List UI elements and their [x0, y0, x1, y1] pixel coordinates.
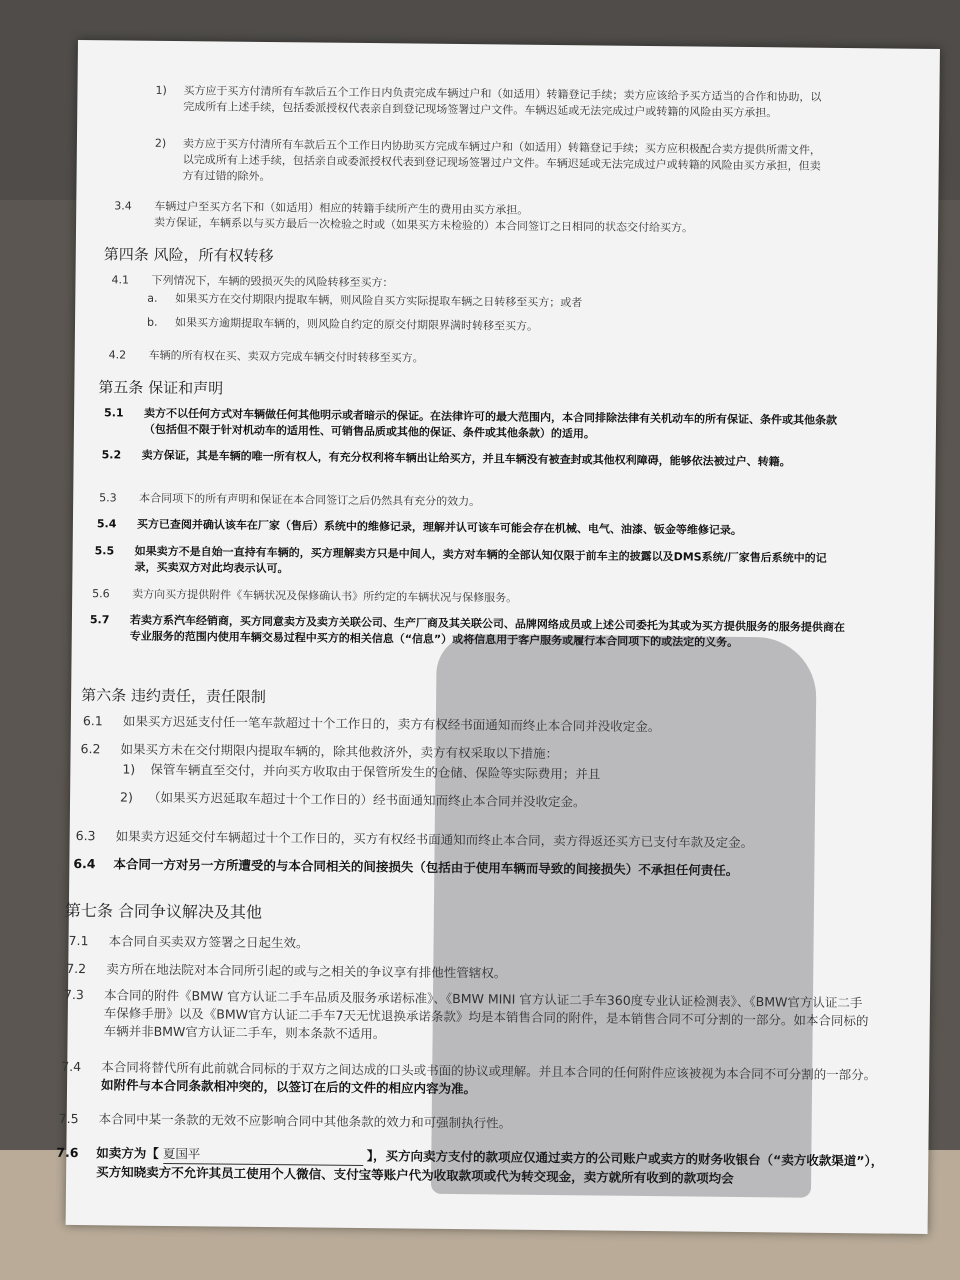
clause-4-1-b [147, 315, 787, 338]
clause-text [101, 1058, 881, 1102]
clause-number: 7.4 [61, 1058, 82, 1075]
clause-text: 本合同项下的所有声明和保证在本合同签订之后仍然具有充分的效力。 [139, 491, 481, 509]
clause-text: 本合同中某一条款的无效不应影响合同中其他条款的效力和可强制执行性。 [98, 1111, 512, 1131]
clause-text: 本合同自买卖双方签署之日起生效。 [108, 933, 309, 951]
clause-text: 车辆的所有权在买、卖双方完成车辆交付时转移至买方。 [148, 348, 424, 365]
item-text: （如果买方迟延取车超过十个工作日的）经书面通知而终止本合同并没收定金。 [147, 789, 586, 810]
clause-6-4 [73, 855, 863, 881]
clause-3-3-item-1 [155, 83, 825, 122]
clause-text: 下列情况下，车辆的毁损灭失的风险转移至买方： [151, 273, 394, 290]
clause-text: 如果卖方不是自始一直持有车辆的，买方理解卖方只是中间人，卖方对车辆的全部认知仅限于前车主的披露以及DMS系统/厂家售后系统中的记录，买卖双方对此均表示认可。 [134, 544, 827, 576]
clause-number: 6.2 [80, 741, 101, 757]
clause-number: 5.7 [89, 613, 110, 627]
item-number: 1) [155, 83, 167, 97]
article-6-heading: 第六条 违约责任，责任限制 [81, 686, 267, 707]
item-text: 买方应于买方付清所有车款后五个工作日内负责完成车辆过户和（如适用）转籍登记手续；卖方应该给予买方适当的合作和协助，以完成所有上述手续，包括委派授权代表亲自到登记现场签署过户文件。车辆迟延或无法完成过户或转籍的风险由买方承担。 [183, 84, 822, 120]
clause-6-3 [76, 827, 856, 853]
item-number: 1) [122, 761, 136, 777]
clause-7-1 [68, 932, 858, 958]
clause-number: 6.1 [82, 713, 103, 729]
article-4-heading: 第四条 风险，所有权转移 [103, 245, 274, 266]
clause-number: 7.2 [66, 960, 87, 977]
clause-number: 5.3 [99, 491, 117, 505]
clause-line: 卖方保证，车辆系以与买方最后一次检验之时或（如果买方未检验的）本合同签订之日相同的状态交付给买方。 [154, 215, 694, 235]
clause-text: 卖方所在地法院对本合同所引起的或与之相关的争议享有排他性管辖权。 [106, 961, 507, 981]
clause-5-6 [92, 586, 832, 610]
clause-text: 买方已查阅并确认该车在厂家（售后）系统中的维修记录，理解并认可该车可能会存在机械、电气、油漆、钣金等维修记录。 [136, 517, 742, 537]
clause-prefix: 如卖方为【 [96, 1145, 159, 1161]
clause-text: 卖方保证，其是车辆的唯一所有权人，有充分权利将车辆出让给买方，并且车辆没有被查封或其他权利障碍，能够依法被过户、转籍。 [141, 448, 791, 469]
clause-3-4 [114, 198, 834, 238]
clause-number: 5.4 [96, 517, 117, 531]
clause-text-bold: 如附件与本合同条款相冲突的，以签订在后的文件的相应内容为准。 [100, 1077, 477, 1097]
clause-number: 3.4 [114, 199, 132, 213]
clause-number: 7.3 [63, 986, 84, 1003]
clause-text: 若卖方系汽车经销商，买方同意卖方及卖方关联公司、生产厂商及其关联公司、品牌网络成员或上述公司委托为其或为买方提供服务的服务提供商在专业服务的范围内使用车辆交易过程中买方的相关信息（“信息”）或将信息用于客户服务或履行本合同项下的或法定的义务。 [129, 613, 845, 649]
item-number: 2) [154, 136, 167, 150]
clause-number: 6.3 [75, 828, 96, 844]
clause-5-1 [104, 405, 849, 445]
clause-6-2-item-2 [120, 788, 820, 813]
clause-number: 5.6 [92, 587, 110, 601]
clause-number: 5.5 [94, 544, 115, 558]
item-number: b. [146, 315, 158, 329]
clause-line: 车辆过户至买方名下和（如适用）相应的转籍手续所产生的费用由买方承担。 [154, 199, 529, 217]
clause-4-2 [109, 347, 829, 371]
clause-number: 5.1 [104, 406, 124, 420]
clause-7-6 [56, 1144, 886, 1190]
clause-text: 如果卖方迟延交付车辆超过十个工作日的，买方有权经书面通知而终止本合同，卖方得返还买方已支付车款及定金。 [115, 828, 754, 851]
clause-6-1 [83, 712, 853, 738]
clause-number: 4.1 [111, 273, 130, 287]
item-number: 2) [119, 789, 133, 805]
clause-text: 卖方不以任何方式对车辆做任何其他明示或者暗示的保证。在法律许可的最大范围内，本合同排除法律有关机动车的所有保证、条件或其他条款（包括但不限于针对机动车的适用性、可销售品质或其他的保证、条件或其他条款）的适用。 [143, 406, 838, 441]
clause-number: 7.1 [68, 932, 89, 949]
clause-7-2 [66, 960, 856, 986]
clause-text [154, 199, 834, 238]
item-text: 如果买方在交付期限内提取车辆，则风险自买方实际提取车辆之日转移至买方；或者 [175, 292, 583, 310]
item-number: a. [147, 291, 158, 305]
clause-7-5 [59, 1110, 879, 1137]
clause-suffix: 】，买方向卖方支付的款项应仅通过卖方的公司账户或卖方的财务收银台（“卖方收款渠道”），买方知晓卖方不允许其员工使用个人微信、支付宝等账户代为收取款项或代为转交现金，卖方就所有收到的款项均会 [96, 1148, 884, 1186]
clause-number: 4.2 [108, 348, 127, 362]
clause-3-3-item-2 [154, 136, 824, 191]
clause-text: 如果买方未在交付期限内提取车辆的，除其他救济外，卖方有权采取以下措施： [120, 741, 559, 762]
clause-text-normal: 本合同将替代所有此前就合同标的于双方之间达成的口头或书面的协议或理解。并且本合同的任何附件应该被视为本合同不可分割的一部分。 [101, 1059, 877, 1083]
article-5-heading: 第五条 保证和声明 [98, 378, 224, 398]
seller-name-field[interactable]: 夏国平 [163, 1145, 363, 1166]
clause-number: 7.5 [58, 1110, 79, 1127]
item-text: 卖方应于买方付清所有车款后五个工作日内协助买方完成车辆过户和（如适用）转籍登记手续；买方应积极配合卖方提供所需文件，以完成所有上述手续，包括亲自或委派授权代表到登记现场签署过户文件。车辆迟延或无法完成过户或转籍的风险由买方承担，但卖方有过错的除外。 [182, 137, 821, 184]
item-text: 如果买方逾期提取车辆的，则风险自约定的原交付期限界满时转移至买方。 [174, 316, 539, 333]
clause-number: 5.2 [101, 448, 122, 462]
clause-7-4 [61, 1058, 881, 1103]
clause-text: 本合同一方对另一方所遭受的与本合同相关的间接损失（包括由于使用车辆而导致的间接损失）不承担任何责任。 [113, 856, 739, 878]
clause-5-2 [102, 447, 849, 471]
item-text: 保管车辆直至交付，并向买方收取由于保管所发生的仓储、保险等实际费用；并且 [150, 761, 601, 782]
clause-text: 本合同的附件《BMW 官方认证二手车品质及服务承诺标准》、《BMW MINI 官方认证二手车360度专业认证检测表》、《BMW官方认证二手车保修手册》以及《BMW官方认证二手车7天无忧退换承诺条款》均是本销售合同的附件，是本销售合同不可分割的一部分。如本合同标的车辆并非BMW官方认证二手车，则本条款不适用。 [103, 987, 869, 1042]
clause-5-3 [99, 490, 839, 514]
clause-5-4 [97, 516, 847, 540]
clause-number: 7.6 [56, 1144, 79, 1161]
contract-page [56, 40, 940, 1234]
clause-text: 卖方向买方提供附件《车辆状况及保修确认书》所约定的车辆状况与保修服务。 [132, 587, 518, 605]
clause-5-7 [90, 612, 850, 652]
clause-text: 如果买方迟延支付任一笔车款超过十个工作日的，卖方有权经书面通知而终止本合同并没收定金。 [122, 713, 661, 735]
article-7-heading: 第七条 合同争议解决及其他 [64, 900, 263, 922]
clause-7-3 [64, 986, 875, 1048]
clause-text [96, 1144, 886, 1189]
clause-number: 6.4 [73, 855, 96, 872]
clause-5-5 [94, 543, 844, 583]
